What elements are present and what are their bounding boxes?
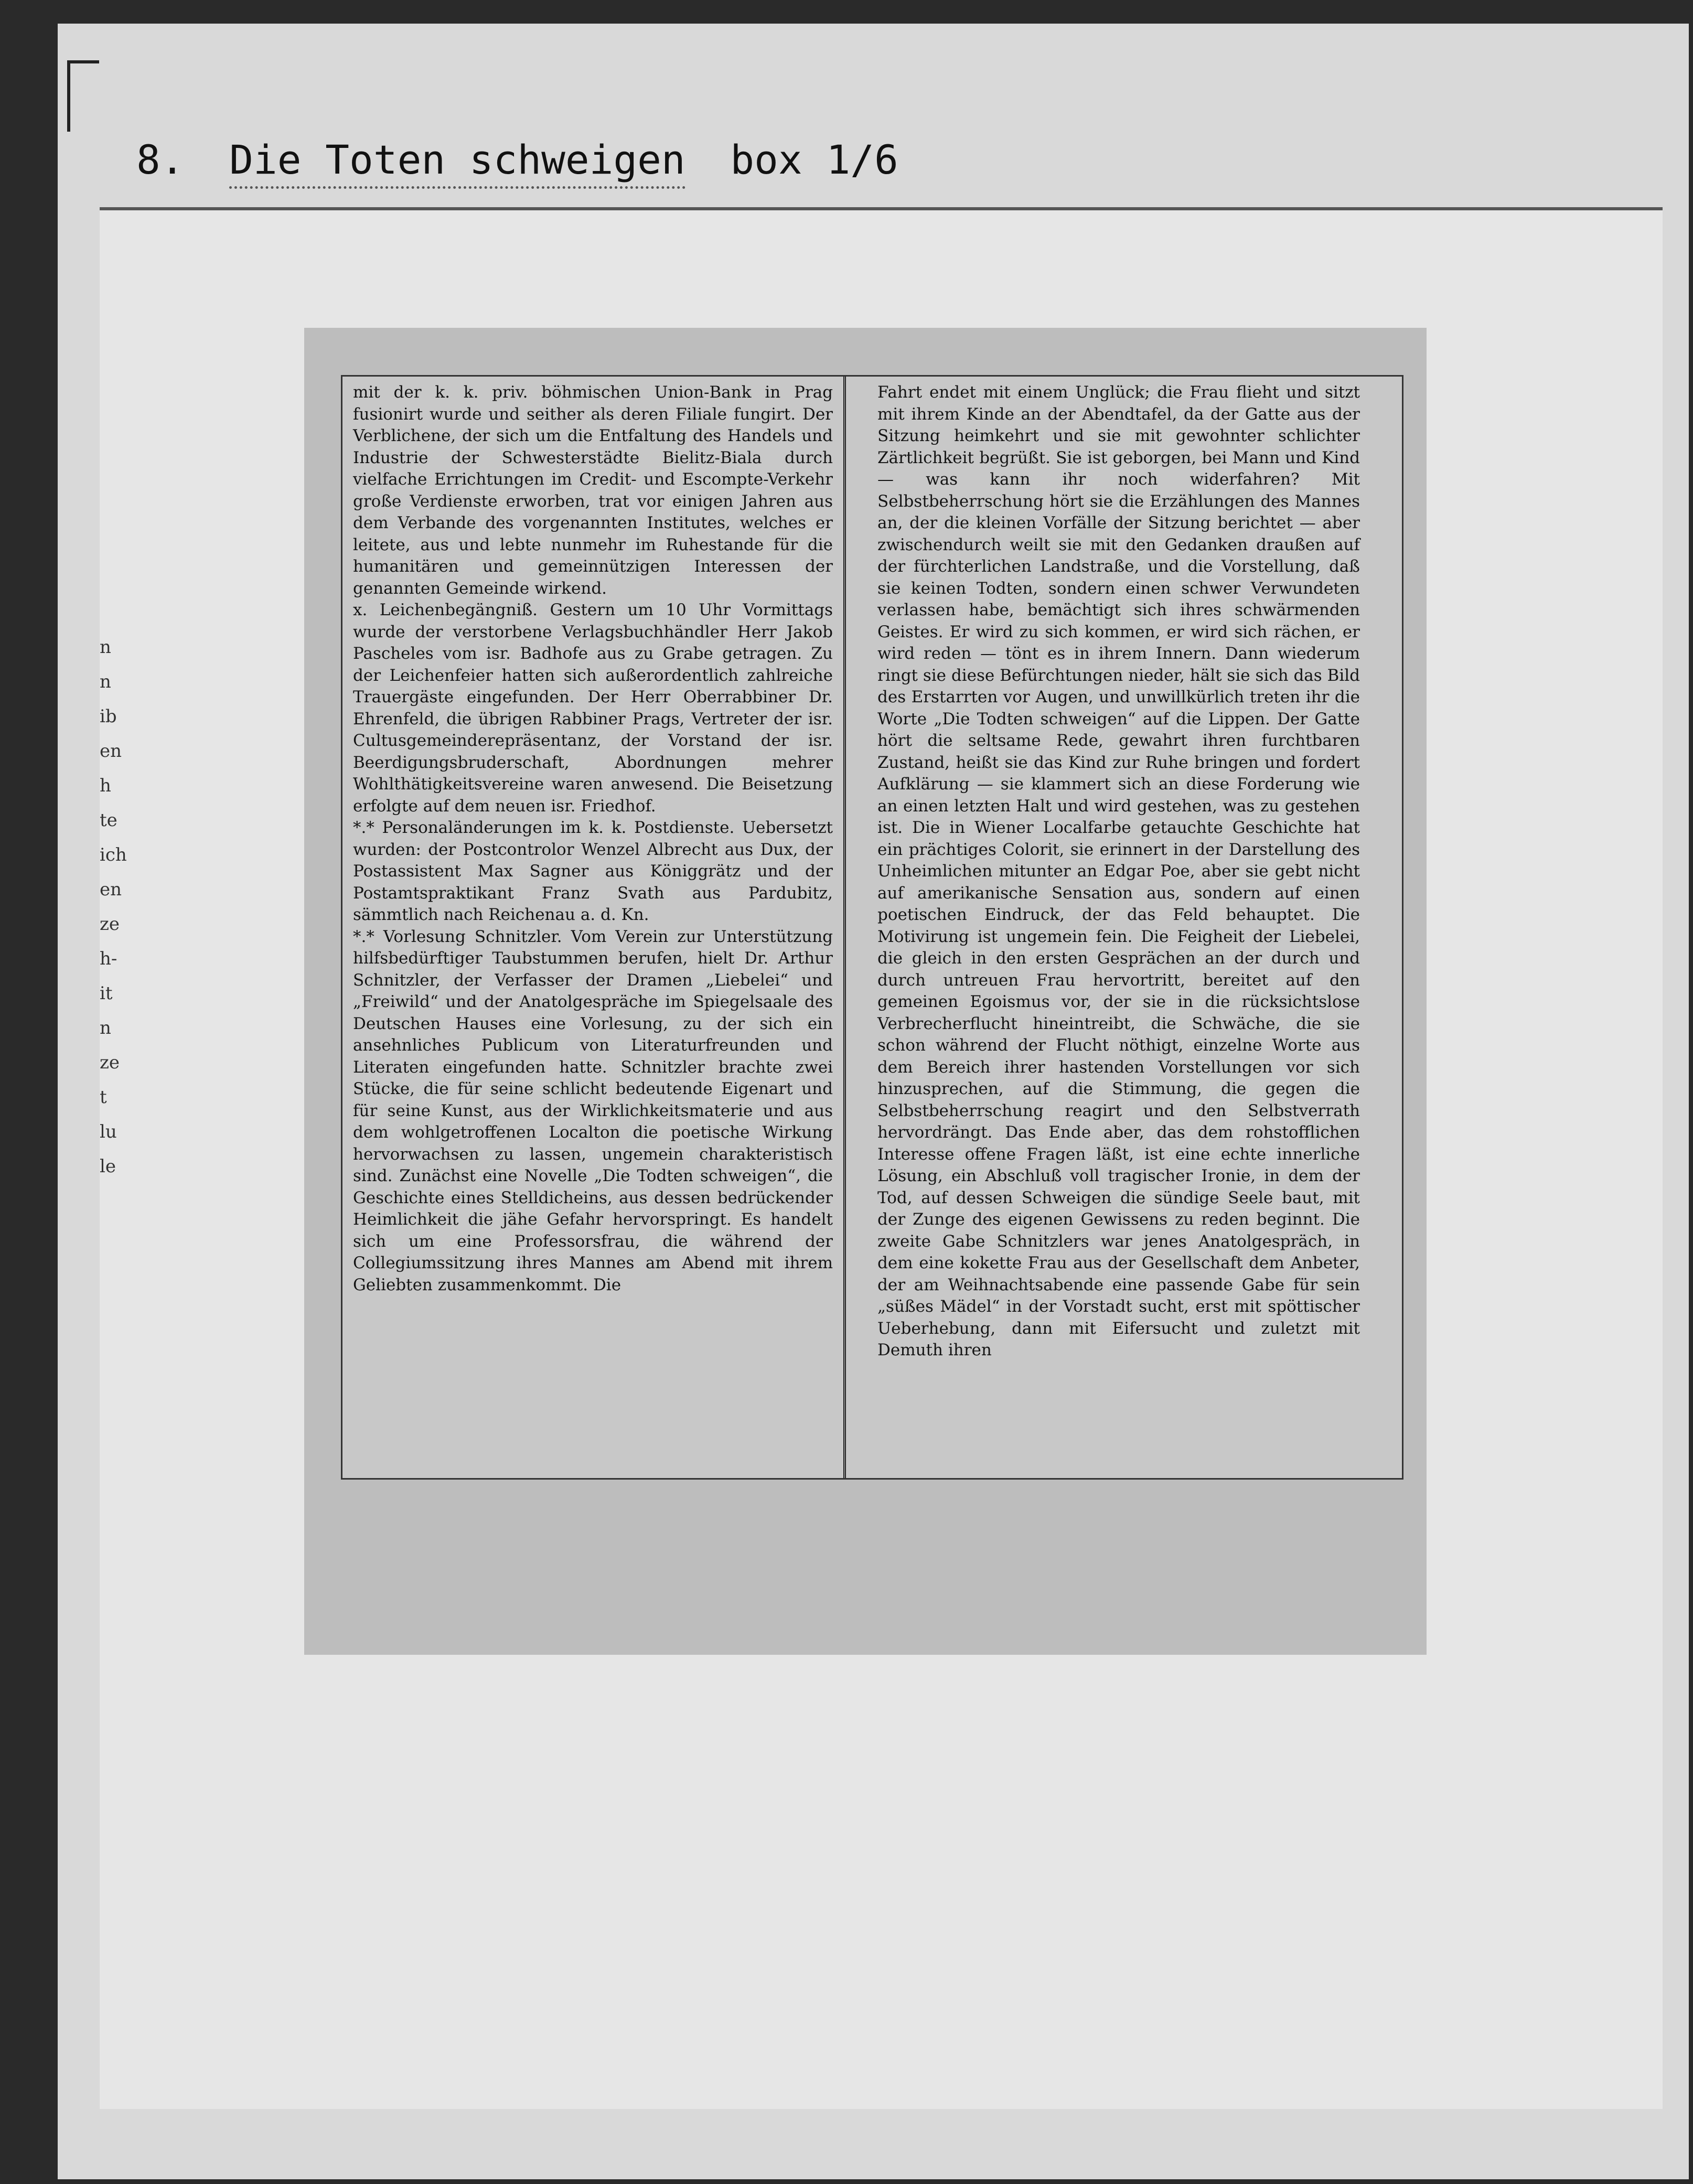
archive-header — [136, 136, 919, 194]
folder-title: Die Toten schweigen — [229, 136, 685, 189]
paragraph: *.* Personaländerungen im k. k. Postdienste. Uebersetzt wurden: der Postcontrolor Wenzel Albrecht aus Dux, der Postassistent Max Sagner aus Königgrätz und der Postamtspraktikant Franz Svath aus Pardubitz, sämmtlich nach Reichenau a. d. Kn. — [353, 818, 833, 924]
archive-sheet — [58, 24, 1689, 2179]
newspaper-clipping — [341, 375, 1403, 1480]
paragraph: mit der k. k. priv. böhmischen Union-Bank in Prag fusionirt wurde und seither als deren Filiale fungirt. Der Verblichene, der sich um die Entfaltung des Handels und Industrie der Schwesterstädte Bielitz-Biala durch vielfache Errichtungen im Credit- und Escompte-Verkehr große Verdienste erworben, trat vor einigen Jahren aus dem Verbande des vorgenannten Institutes, welches er leitete, aus und lebte nunmehr im Ruhestande für die humanitären und gemeinnützigen Interessen der genannten Gemeinde wirkend. — [353, 383, 833, 598]
adjacent-clipping-edge: n n ib en h te ich en ze h- it n ze t lu le — [100, 637, 127, 1177]
folder-number: 8. — [136, 136, 185, 183]
article-column-left — [342, 377, 846, 1478]
paragraph: x. Leichenbegängniß. Gestern um 10 Uhr Vormittags wurde der verstorbene Verlagsbuchhändler Herr Jakob Pascheles vom isr. Badhofe aus zu Grabe getragen. Zu der Leichenfeier hatten sich außerordentlich zahlreiche Trauergäste eingefunden. Der Herr Oberrabbiner Dr. Ehrenfeld, die übrigen Rabbiner Prags, Vertreter der isr. Cultusgemeinderepräsentanz, der Vorstand der isr. Beerdigungsbruderschaft, Abordnungen mehrer Wohlthätigkeitsvereine waren anwesend. Die Beisetzung erfolgte auf dem neuen isr. Friedhof. — [353, 601, 833, 816]
paragraph: Fahrt endet mit einem Unglück; die Frau flieht und sitzt mit ihrem Kinde an der Abendtafel, da der Gatte aus der Sitzung heimkehrt und sie mit gewohnter schlichter Zärtlichkeit begrüßt. Sie ist geborgen, bei Mann und Kind — was kann ihr noch widerfahren? Mit Selbstbeherrschung hört sie die Erzählungen des Mannes an, der die kleinen Vorfälle der Sitzung berichtet — aber zwischendurch weilt sie mit den Gedanken draußen auf der fürchterlichen Landstraße, und die Vorstellung, daß sie keinen Todten, sondern einen schwer Verwundeten verlassen habe, bemächtigt sich ihres schwärmenden Geistes. Er wird zu sich kommen, er wird sich rächen, er wird reden — tönt es in ihrem Innern. Dann wiederum ringt sie diese Befürchtungen nieder, hält sie sich das Bild des Erstarrten vor Augen, und unwillkürlich treten ihr die Worte „Die Todten schweigen“ auf die Lippen. Der Gatte hört die seltsame Rede, gewahrt ihren furchtbaren Zustand, heißt sie das Kind zur Ruhe bringen und fordert Aufklärung — sie klammert sich an diese Forderung wie an einen letzten Halt und wird gestehen, was zu gestehen ist. Die in Wiener Localfarbe getauchte Geschichte hat ein prächtiges Colorit, sie erinnert in der Darstellung des Unheimlichen mitunter an Edgar Poe, aber sie gebt nicht auf amerikanische Sensation aus, sondern auf einen poetischen Eindruck, der das Feld behauptet. Die Motivirung ist ungemein fein. Die Feigheit der Liebelei, die gleich in den ersten Gesprächen an der durch und durch untreuen Frau hervortritt, bereitet auf den gemeinen Egoismus vor, der sie in die rücksichtslose Verbrecherflucht hineintreibt, die Schwäche, die sie schon während der Flucht nöthigt, einzelne Worte aus dem Bereich ihrer hastenden Vorstellungen vor sich hinzusprechen, auf die Stimmung, die gegen die Selbstbeherrschung reagirt und den Selbstverrath hervordrängt. Das Ende aber, das dem rohstofflichen Interesse offene Fragen läßt, ist eine echte innerliche Lösung, ein Abschluß voll tragischer Ironie, in dem der Tod, auf dessen Schweigen die sündige Seele baut, mit der Zunge des eigenen Gewissens zu reden beginnt. Die zweite Gabe Schnitzlers war jenes Anatolgespräch, in dem eine kokette Frau aus der Gesellschaft dem Anbeter, der am Weihnachtsabende eine passende Gabe für sein „süßes Mädel“ in der Vorstadt sucht, erst mit spöttischer Ueberhebung, dann mit Eifersucht und zuletzt mit Demuth ihren — [877, 383, 1360, 1359]
box-label: box 1/6 — [730, 136, 898, 183]
crop-corner-mark — [67, 60, 99, 132]
paragraph: *.* Vorlesung Schnitzler. Vom Verein zur Unterstützung hilfsbedürftiger Taubstummen berufen, hielt Dr. Arthur Schnitzler, der Verfasser der Dramen „Liebelei“ und „Freiwild“ und der Anatolgespräche im Spiegelsaale des Deutschen Hauses eine Vorlesung, zu der sich ein ansehnliches Publicum von Literaturfreunden und Literaten eingefunden hatte. Schnitzler brachte zwei Stücke, die für seine schlicht bedeutende Eigenart und für seine Kunst, aus der Wirklichkeitsmaterie und aus dem wohlgetroffenen Localton die poetische Wirkung hervorwachsen zu lassen, ungemein charakteristisch sind. Zunächst eine Novelle „Die Todten schweigen“, die Geschichte eines Stelldicheins, aus dessen bedrückender Heimlichkeit die jähe Gefahr hervorspringt. Es handelt sich um eine Professorsfrau, die während der Collegiumssitzung ihres Mannes am Abend mit ihrem Geliebten zusammenkommt. Die — [353, 927, 833, 1294]
article-column-right — [867, 377, 1370, 1478]
